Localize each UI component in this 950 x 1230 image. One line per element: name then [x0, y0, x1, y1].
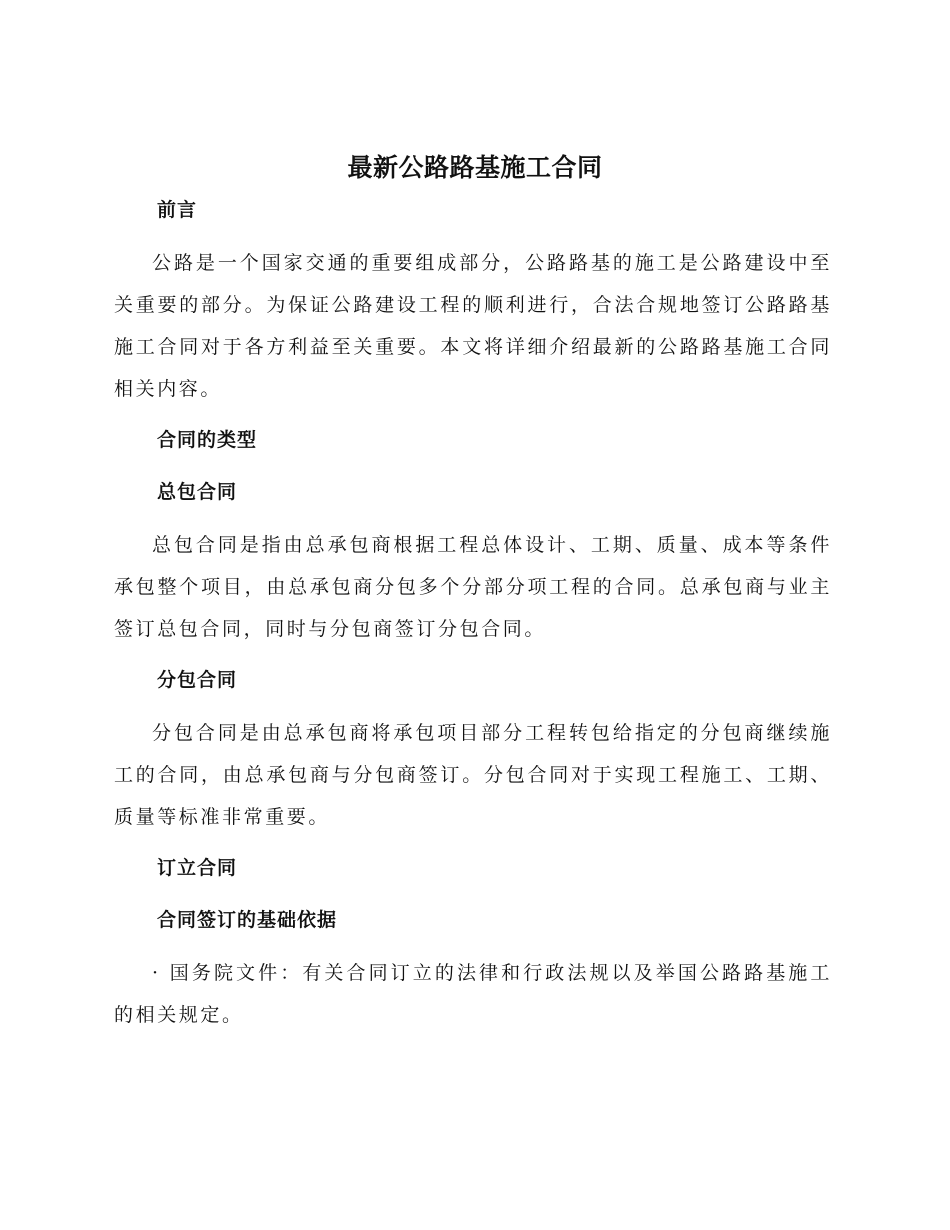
section-heading-signing-basis: 合同签订的基础依据	[157, 909, 338, 931]
section-heading-conclude-contract: 订立合同	[157, 857, 238, 879]
section-heading-general-contract: 总包合同	[157, 481, 238, 503]
document-title: 最新公路路基施工合同	[347, 153, 603, 182]
section-heading-preface: 前言	[157, 199, 198, 221]
section-heading-contract-types: 合同的类型	[157, 429, 258, 451]
paragraph-preface: 公路是一个国家交通的重要组成部分，公路路基的施工是公路建设中至关重要的部分。为保证公路建设工程的顺利进行，合法合规地签订公路路基施工合同对于各方利益至关重要。本文将详细介绍最新的公路路基施工合同相关内容。	[114, 252, 832, 400]
paragraph-general-contract: 总包合同是指由总承包商根据工程总体设计、工期、质量、成本等条件承包整个项目，由总承包商分包多个分部分项工程的合同。总承包商与业主签订总包合同，同时与分包商签订分包合同。	[114, 534, 832, 640]
paragraph-state-council-docs: · 国务院文件：有关合同订立的法律和行政法规以及举国公路路基施工的相关规定。	[114, 962, 832, 1026]
paragraph-subcontract: 分包合同是由总承包商将承包项目部分工程转包给指定的分包商继续施工的合同，由总承包商与分包商签订。分包合同对于实现工程施工、工期、质量等标准非常重要。	[114, 722, 832, 828]
section-heading-subcontract: 分包合同	[157, 669, 238, 691]
